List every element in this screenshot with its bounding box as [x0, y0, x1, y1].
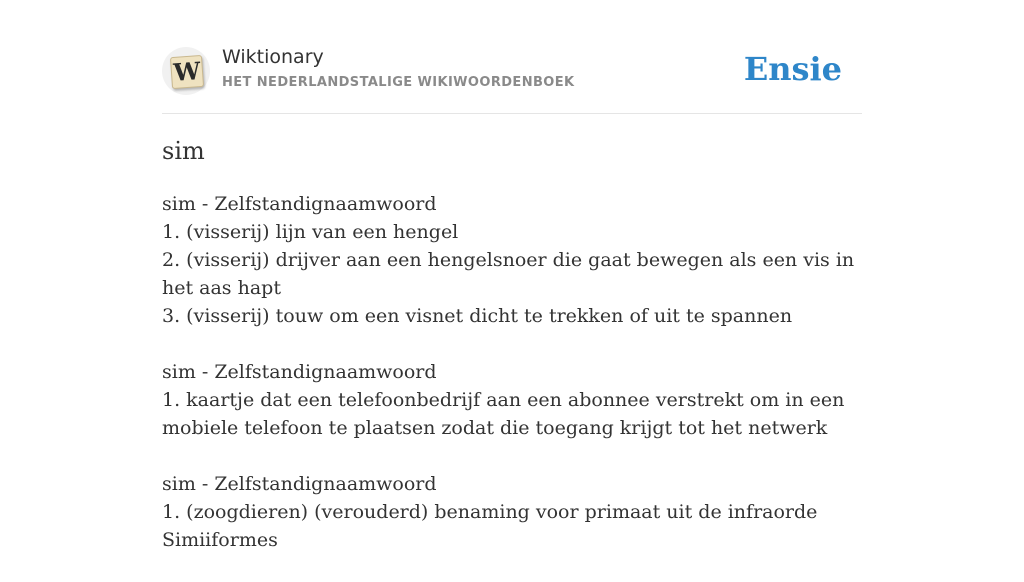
page-title: sim: [162, 137, 205, 165]
entry-heading: sim - Zelfstandignaamwoord: [162, 361, 437, 383]
site-name[interactable]: Wiktionary: [222, 46, 324, 68]
definition-entry: [162, 470, 862, 554]
ensie-brand-link[interactable]: Ensie: [743, 50, 842, 88]
definition-entry: [162, 358, 862, 442]
site-header: [162, 0, 862, 114]
site-subtitle: HET NEDERLANDSTALIGE WIKIWOORDENBOEK: [222, 75, 575, 90]
definition-entry: [162, 190, 862, 330]
definition-sense: 2. (visserij) drijver aan een hengelsnoer die gaat bewegen als een vis in het aas hapt: [162, 249, 855, 299]
entry-heading: sim - Zelfstandignaamwoord: [162, 473, 437, 495]
definition-sense: 1. kaartje dat een telefoonbedrijf aan een abonnee verstrekt om in een mobiele telefoon te plaatsen zodat die toegang krijgt tot het netwerk: [162, 389, 845, 439]
content-container: [162, 0, 862, 551]
definition-sense: 1. (visserij) lijn van een hengel: [162, 221, 459, 243]
definition-list: [162, 190, 862, 582]
wiktionary-logo-icon[interactable]: [162, 47, 210, 95]
definition-sense: 1. (zoogdieren) (verouderd) benaming voor primaat uit de infraorde Simiiformes: [162, 501, 818, 551]
logo-tile: W: [170, 55, 204, 89]
definition-sense: 3. (visserij) touw om een visnet dicht te trekken of uit te spannen: [162, 305, 793, 327]
entry-heading: sim - Zelfstandignaamwoord: [162, 193, 437, 215]
